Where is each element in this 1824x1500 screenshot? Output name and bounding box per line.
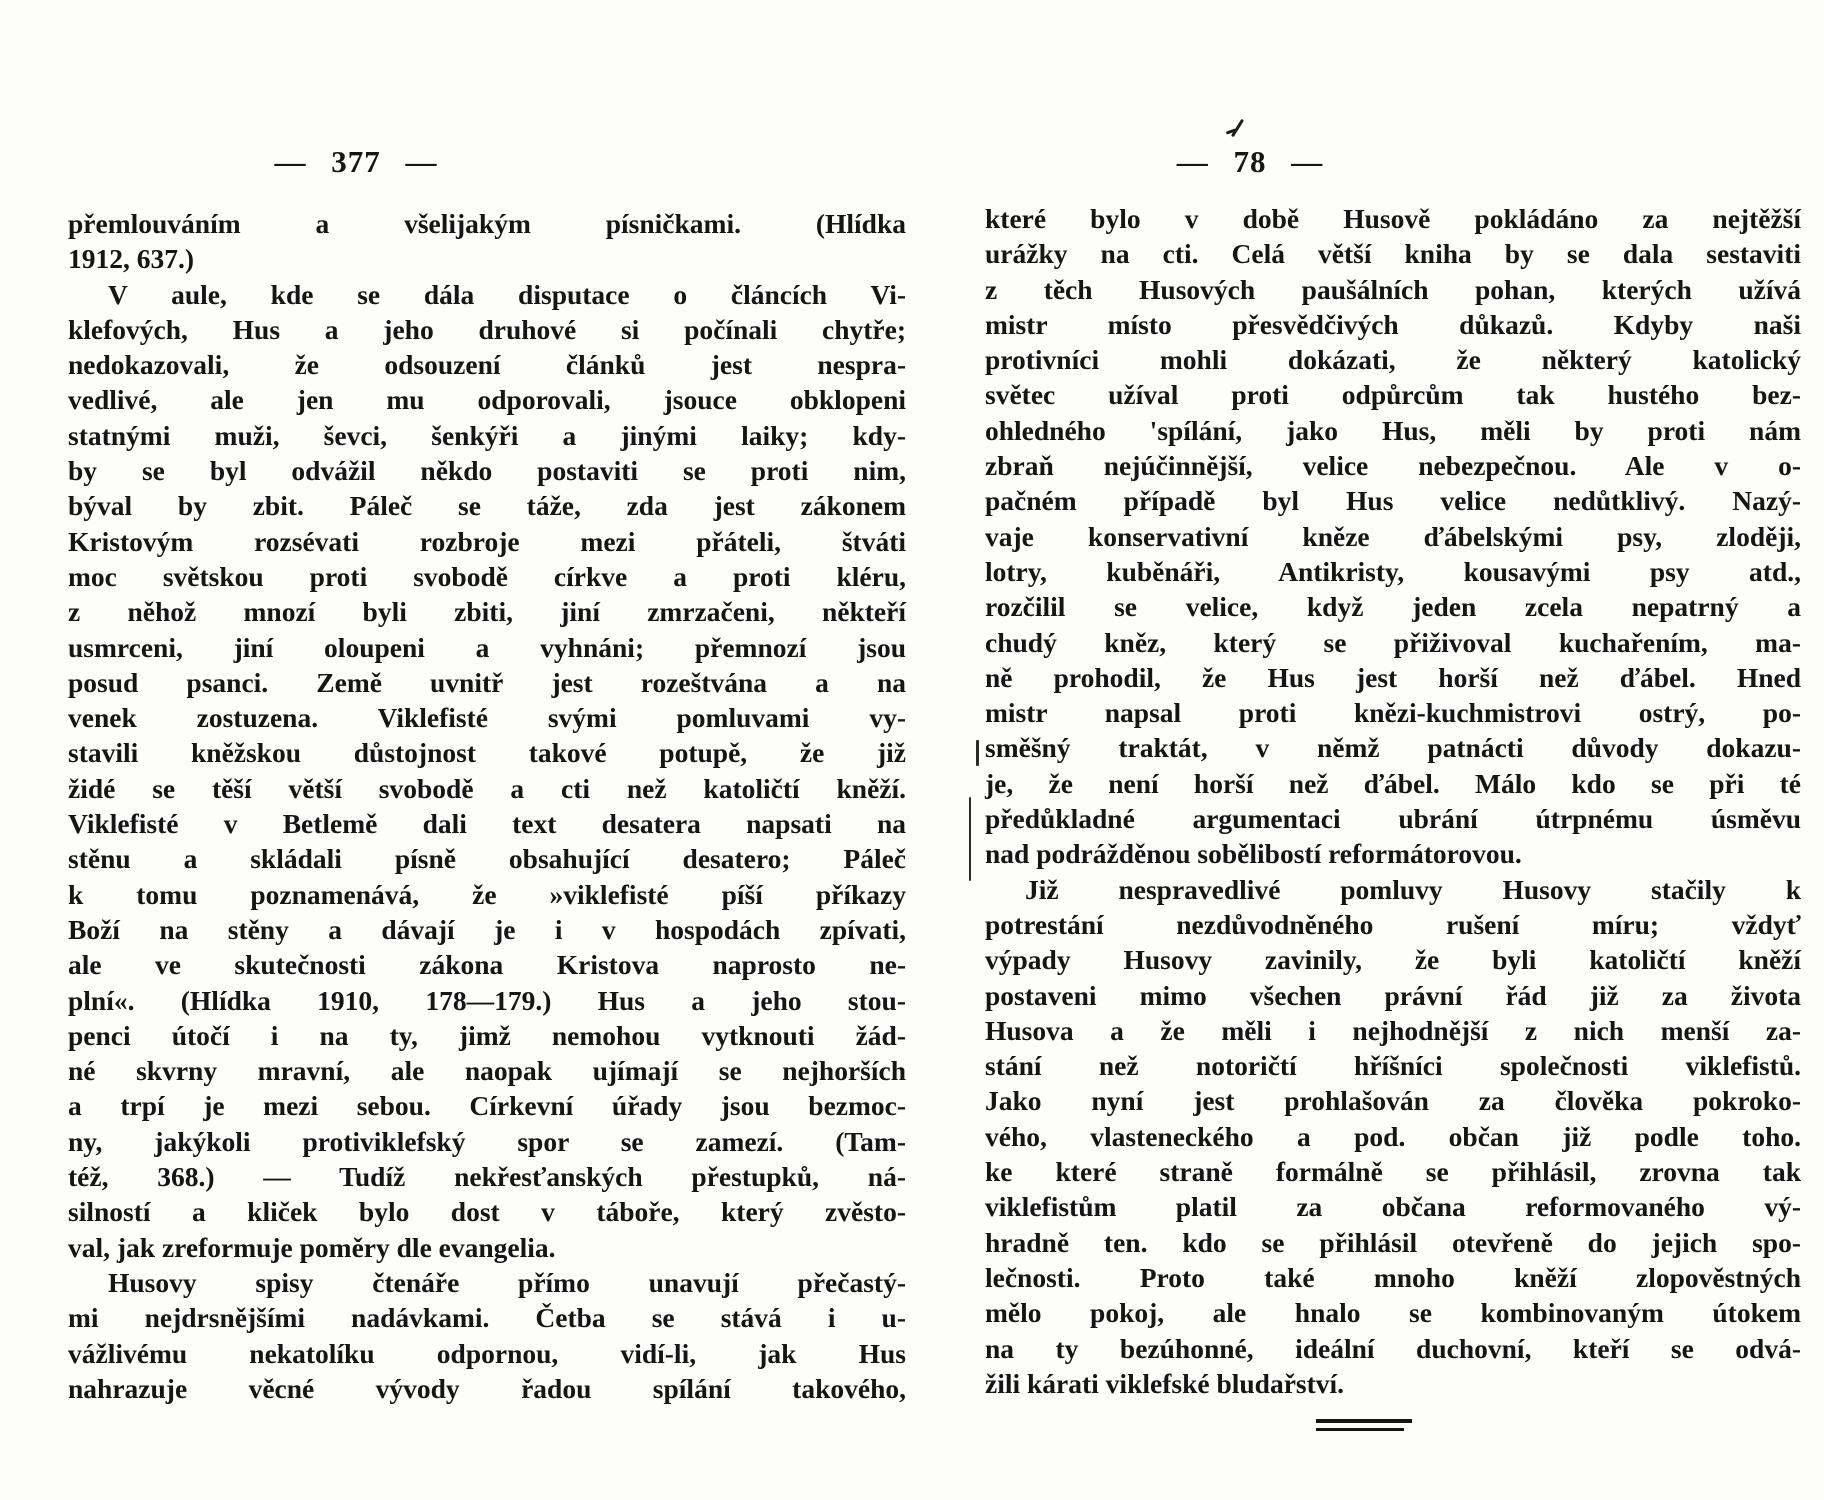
text-line: stavili kněžskou důstojnost takové potupě, že již [68,737,906,769]
text-line: hradně ten. kdo se přihlásil otevřeně do jejich spo- [985,1226,1801,1258]
text-line: stání než notoričtí hříšníci společnosti viklefistů. [985,1050,1801,1082]
text-line: moc světskou proti svobodě církve a proti kléru, [68,560,906,592]
text-line: které bylo v době Husově pokládáno za nejtěžší [985,203,1801,234]
text-line: Kristovým rozsévati rozbroje mezi přáteli, štváti [68,525,906,557]
end-rule-top-bar [1316,1419,1412,1423]
text-line: zbraň nejúčinnější, velice nebezpečnou. Ale v o- [985,450,1801,482]
text-line: mi nejdrsnějšími nadávkami. Četba se stává i u- [68,1302,906,1334]
text-line: statnými muži, ševci, šenkýři a jinými laiky; kdy- [68,419,906,451]
text-line: né skvrny mravní, ale naopak ujímají se nejhorších [68,1055,906,1087]
text-line: z těch Husových paušálních pohan, kterých užívá [985,273,1801,305]
left-page-number: — 377 — [274,144,438,179]
text-line: rozčilil se velice, když jeden zcela nepatrný a [985,591,1801,623]
text-line: val, jak zreformuje poměry dle evangelia. [68,1231,556,1263]
section-end-rule [1316,1419,1412,1431]
right-page-number [1140,144,1360,180]
text-line: nahrazuje věcné vývody řadou spílání takového, [68,1372,906,1404]
text-line: Již nespravedlivé pomluvy Husovy stačily k [1025,873,1801,905]
text-line: je, že není horší než ďábel. Málo kdo se při té [985,767,1801,799]
text-line: býval by zbit. Páleč se táže, zda jest zákonem [68,490,906,522]
text-line: V aule, kde se dála disputace o článcích Vi- [108,278,906,310]
text-line: posud psanci. Země uvnitř jest rozeštvána a na [68,666,906,698]
text-line: přemlouváním a všelijakým písničkami. (Hlídka [68,208,906,239]
text-line: Husova a že měli i nejhodnější z nich menší za- [985,1014,1801,1046]
text-line: též, 368.) — Tudíž nekřesťanských přestupků, ná- [68,1161,906,1193]
text-line: světec užíval proti odpůrcům tak hustého bez- [985,379,1801,411]
text-line: mistr místo přesvědčivých důkazů. Kdyby naši [985,308,1801,340]
text-line: ohledného 'spílání, jako Hus, měli by proti nám [985,414,1801,446]
text-line: nedokazovali, že odsouzení článků jest nespra- [68,349,906,381]
text-line: lotry, kuběnáři, Antikristy, kousavými psy atd., [985,555,1801,587]
text-line: židé se těší větší svobodě a cti než katoličtí kněží. [68,772,906,804]
margin-ink-mark [976,740,979,766]
text-line: Husovy spisy čtenáře přímo unavují přečastý- [108,1266,906,1298]
text-line: vedlivé, ale jen mu odporovali, jsouce obklopeni [68,384,906,416]
text-line: ny, jakýkoli protiviklefský spor se zamezí. (Tam- [68,1125,906,1157]
text-line: protivníci mohli dokázati, že některý katolický [985,344,1801,376]
text-line: Viklefisté v Betlemě dali text desatera napsati na [68,808,906,840]
text-line: venek zostuzena. Viklefisté svými pomluvami vy- [68,702,906,734]
right-page-text-column [985,201,1801,1401]
text-line: vážlivému nekatolíku odpornou, vidí-li, jak Hus [68,1337,906,1369]
text-line: vého, vlasteneckého a pod. občan již podle toho. [985,1120,1801,1152]
text-line: urážky na cti. Celá větší kniha by se dala sestaviti [985,238,1801,270]
text-line: Boží na stěny a dávají je i v hospodách zpívati, [68,913,906,945]
text-line: na ty bezúhonné, ideální duchovní, kteří se odvá- [985,1332,1801,1364]
text-line: mělo pokoj, ale hnalo se kombinovaným útokem [985,1297,1801,1329]
text-line: ke které straně formálně se přihlásil, zrovna tak [985,1156,1801,1188]
text-line: stěnu a skládali písně obsahující desatero; Páleč [68,843,906,875]
text-line: Jako nyní jest prohlašován za člověka pokroko- [985,1085,1801,1117]
text-line: postaveni mimo všechen právní řád již za života [985,979,1801,1011]
text-line: 1912, 637.) [68,243,195,275]
text-line: chudý kněz, který se přiživoval kuchařením, ma- [985,626,1801,658]
text-line: z něhož mnozí byli zbiti, jiní zmrzačeni, někteří [68,596,906,628]
text-line: usmrceni, jiní oloupeni a vyhnáni; přemnozí jsou [68,631,906,663]
text-line: viklefistům platil za občana reformovaného vý- [985,1191,1801,1223]
text-line: předůkladné argumentaci ubrání útrpnému úsměvu [985,803,1801,835]
text-line: nad podrážděnou sobělibostí reformátorovou. [985,838,1522,870]
text-line: mistr napsal proti knězi-kuchmistrovi ostrý, po- [985,697,1801,729]
text-line: vaje konservativní kněze ďábelskými psy, zloději, [985,520,1801,552]
text-line: by se byl odvážil někdo postaviti se proti nim, [68,455,906,487]
right-page-number-text: — 78 — [1176,144,1324,179]
text-line: směšný traktát, v němž patnácti důvody dokazu- [985,732,1801,764]
text-line: pačném případě byl Hus velice nedůtklivý. Nazý- [985,485,1801,517]
text-line: ně prohodil, že Hus jest horší než ďábel. Hned [985,661,1801,693]
left-page-text-column [68,206,906,1406]
text-line: výpady Husovy zavinily, že byli katoličtí kněží [985,944,1801,976]
text-line: k tomu poznamenává, že »viklefisté píší příkazy [68,878,906,910]
text-line: žili kárati viklefské bludařství. [985,1367,1345,1399]
text-line: potrestání nezdůvodněného rušení míru; vždyť [985,908,1801,940]
text-line: penci útočí i na ty, jimž nemohou vytknouti žád- [68,1019,906,1051]
end-rule-bottom-bar [1316,1428,1404,1431]
text-line: plní«. (Hlídka 1910, 178—179.) Hus a jeho stou- [68,984,906,1016]
text-line: a trpí je mezi sebou. Církevní úřady jsou bezmoc- [68,1090,906,1122]
text-line: klefových, Hus a jeho druhové si počínali chytře; [68,313,906,345]
margin-ink-mark [969,797,971,881]
text-line: ale ve skutečnosti zákona Kristova naprosto ne- [68,949,906,981]
text-line: lečnosti. Proto také mnoho kněží zlopověstných [985,1261,1801,1293]
text-line: silností a kliček bylo dost v táboře, který zvěsto- [68,1196,906,1228]
